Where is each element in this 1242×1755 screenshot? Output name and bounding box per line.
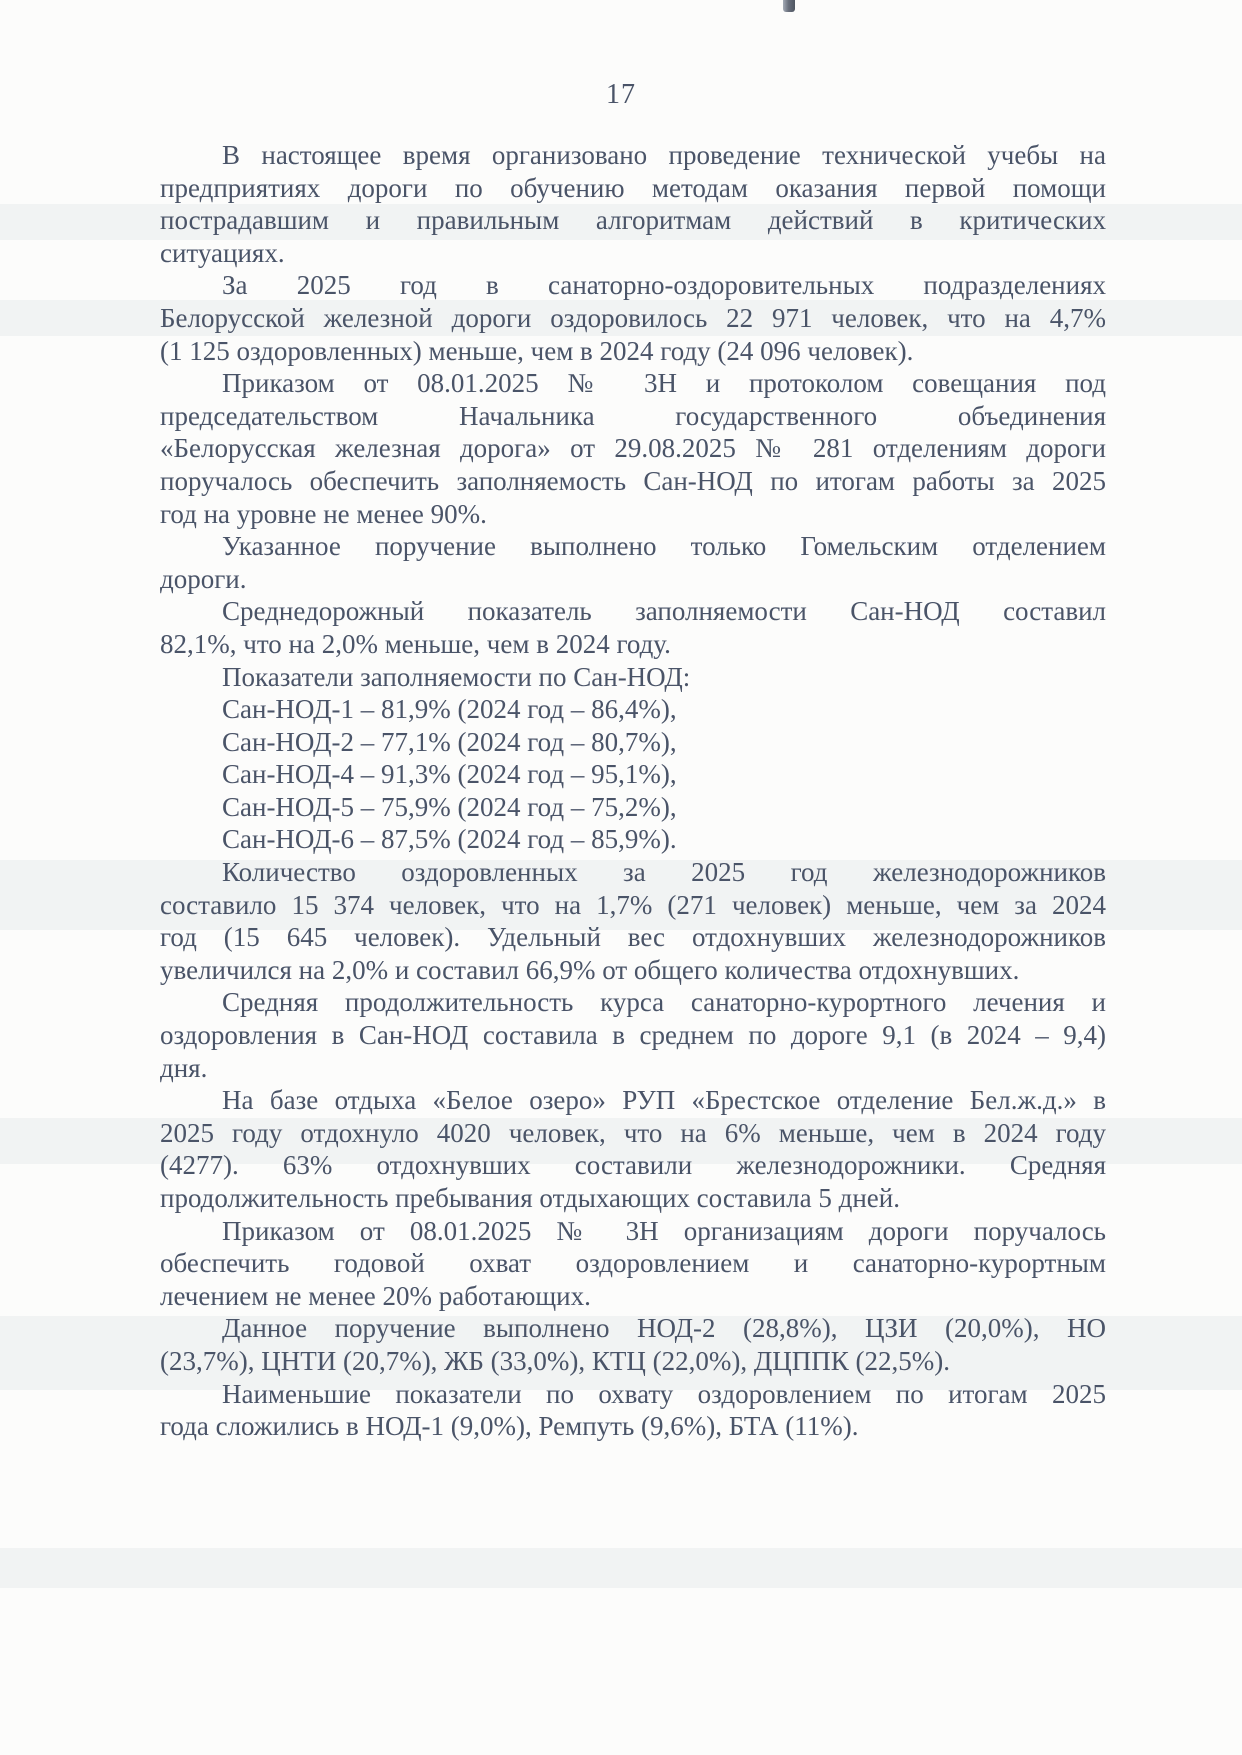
text-line: продолжительность пребывания отдыхающих составила 5 дней. (160, 1183, 900, 1213)
scan-band (0, 1548, 1242, 1588)
text-line: предприятиях дороги по обучению методам оказания первой помощи (160, 172, 1106, 203)
text-line: За 2025 год в санаторно-оздоровительных подразделениях (222, 270, 1106, 301)
text-line: год на уровне не менее 90%. (160, 498, 487, 529)
text-line: год (15 645 человек). Удельный вес отдохнувших железнодорожников (160, 922, 1106, 953)
text-line: (4277). 63% отдохнувших составили железнодорожники. Средняя (160, 1150, 1106, 1181)
text-line: 82,1%, что на 2,0% меньше, чем в 2024 году. (160, 628, 671, 659)
text-line: лечением не менее 20% работающих. (160, 1280, 591, 1311)
text-line: Данное поручение выполнено НОД-2 (28,8%), ЦЗИ (20,0%), НО (222, 1313, 1106, 1344)
text-line: составило 15 374 человек, что на 1,7% (271 человек) меньше, чем за 2024 (160, 889, 1106, 920)
text-line: ситуациях. (160, 237, 285, 268)
text-line: дороги. (160, 563, 247, 594)
text-line: Средняя продолжительность курса санаторно-курортного лечения и (222, 987, 1106, 1018)
text-line: Сан-НОД-4 – 91,3% (2024 год – 95,1%), (222, 759, 677, 790)
text-line: Белорусской железной дороги оздоровилось 22 971 человек, что на 4,7% (160, 302, 1106, 333)
text-line: На базе отдыха «Белое озеро» РУП «Брестское отделение Бел.ж.д.» в (222, 1085, 1106, 1116)
text-line: Сан-НОД-2 – 77,1% (2024 год – 80,7%), (222, 726, 677, 757)
text-line: В настоящее время организовано проведение технической учебы на (222, 140, 1106, 170)
text-line: года сложились в НОД-1 (9,0%), Ремпуть (9,6%), БТА (11%). (160, 1411, 859, 1442)
text-line: Среднедорожный показатель заполняемости Сан-НОД составил (222, 596, 1106, 627)
text-line: (1 125 оздоровленных) меньше, чем в 2024 году (24 096 человек). (160, 335, 914, 366)
text-line: оздоровления в Сан-НОД составила в среднем по дороге 9,1 (в 2024 – 9,4) (160, 1020, 1106, 1051)
text-line: Приказом от 08.01.2025 № 3Н и протоколом совещания под (222, 368, 1106, 399)
text-line: Приказом от 08.01.2025 № 3Н организациям дороги поручалось (222, 1215, 1106, 1246)
document-body (160, 139, 1106, 1443)
text-line: (23,7%), ЦНТИ (20,7%), ЖБ (33,0%), КТЦ (22,0%), ДЦППК (22,5%). (160, 1345, 950, 1376)
text-line: поручалось обеспечить заполняемость Сан-НОД по итогам работы за 2025 (160, 465, 1106, 496)
scan-artifact (783, 0, 795, 12)
text-line: обеспечить годовой охват оздоровлением и санаторно-курортным (160, 1248, 1106, 1279)
text-line: Наименьшие показатели по охвату оздоровлением по итогам 2025 (222, 1378, 1106, 1409)
text-line: увеличился на 2,0% и составил 66,9% от общего количества отдохнувших. (160, 954, 1020, 985)
text-line: Показатели заполняемости по Сан-НОД: (222, 661, 691, 692)
text-line: «Белорусская железная дорога» от 29.08.2025 № 281 отделениям дороги (160, 433, 1106, 464)
page-number: 17 (606, 79, 636, 110)
text-line: Указанное поручение выполнено только Гомельским отделением (222, 531, 1106, 562)
text-line: пострадавшим и правильным алгоритмам действий в критических (160, 205, 1106, 236)
text-line: Сан-НОД-6 – 87,5% (2024 год – 85,9%). (222, 824, 677, 855)
text-line: председательством Начальника государственного объединения (160, 400, 1106, 431)
text-line: Количество оздоровленных за 2025 год железнодорожников (222, 857, 1106, 888)
text-line: 2025 году отдохнуло 4020 человек, что на 6% меньше, чем в 2024 году (160, 1117, 1106, 1148)
text-line: Сан-НОД-5 – 75,9% (2024 год – 75,2%), (222, 791, 677, 822)
text-line: дня. (160, 1052, 208, 1083)
text-line: Сан-НОД-1 – 81,9% (2024 год – 86,4%), (222, 694, 677, 725)
